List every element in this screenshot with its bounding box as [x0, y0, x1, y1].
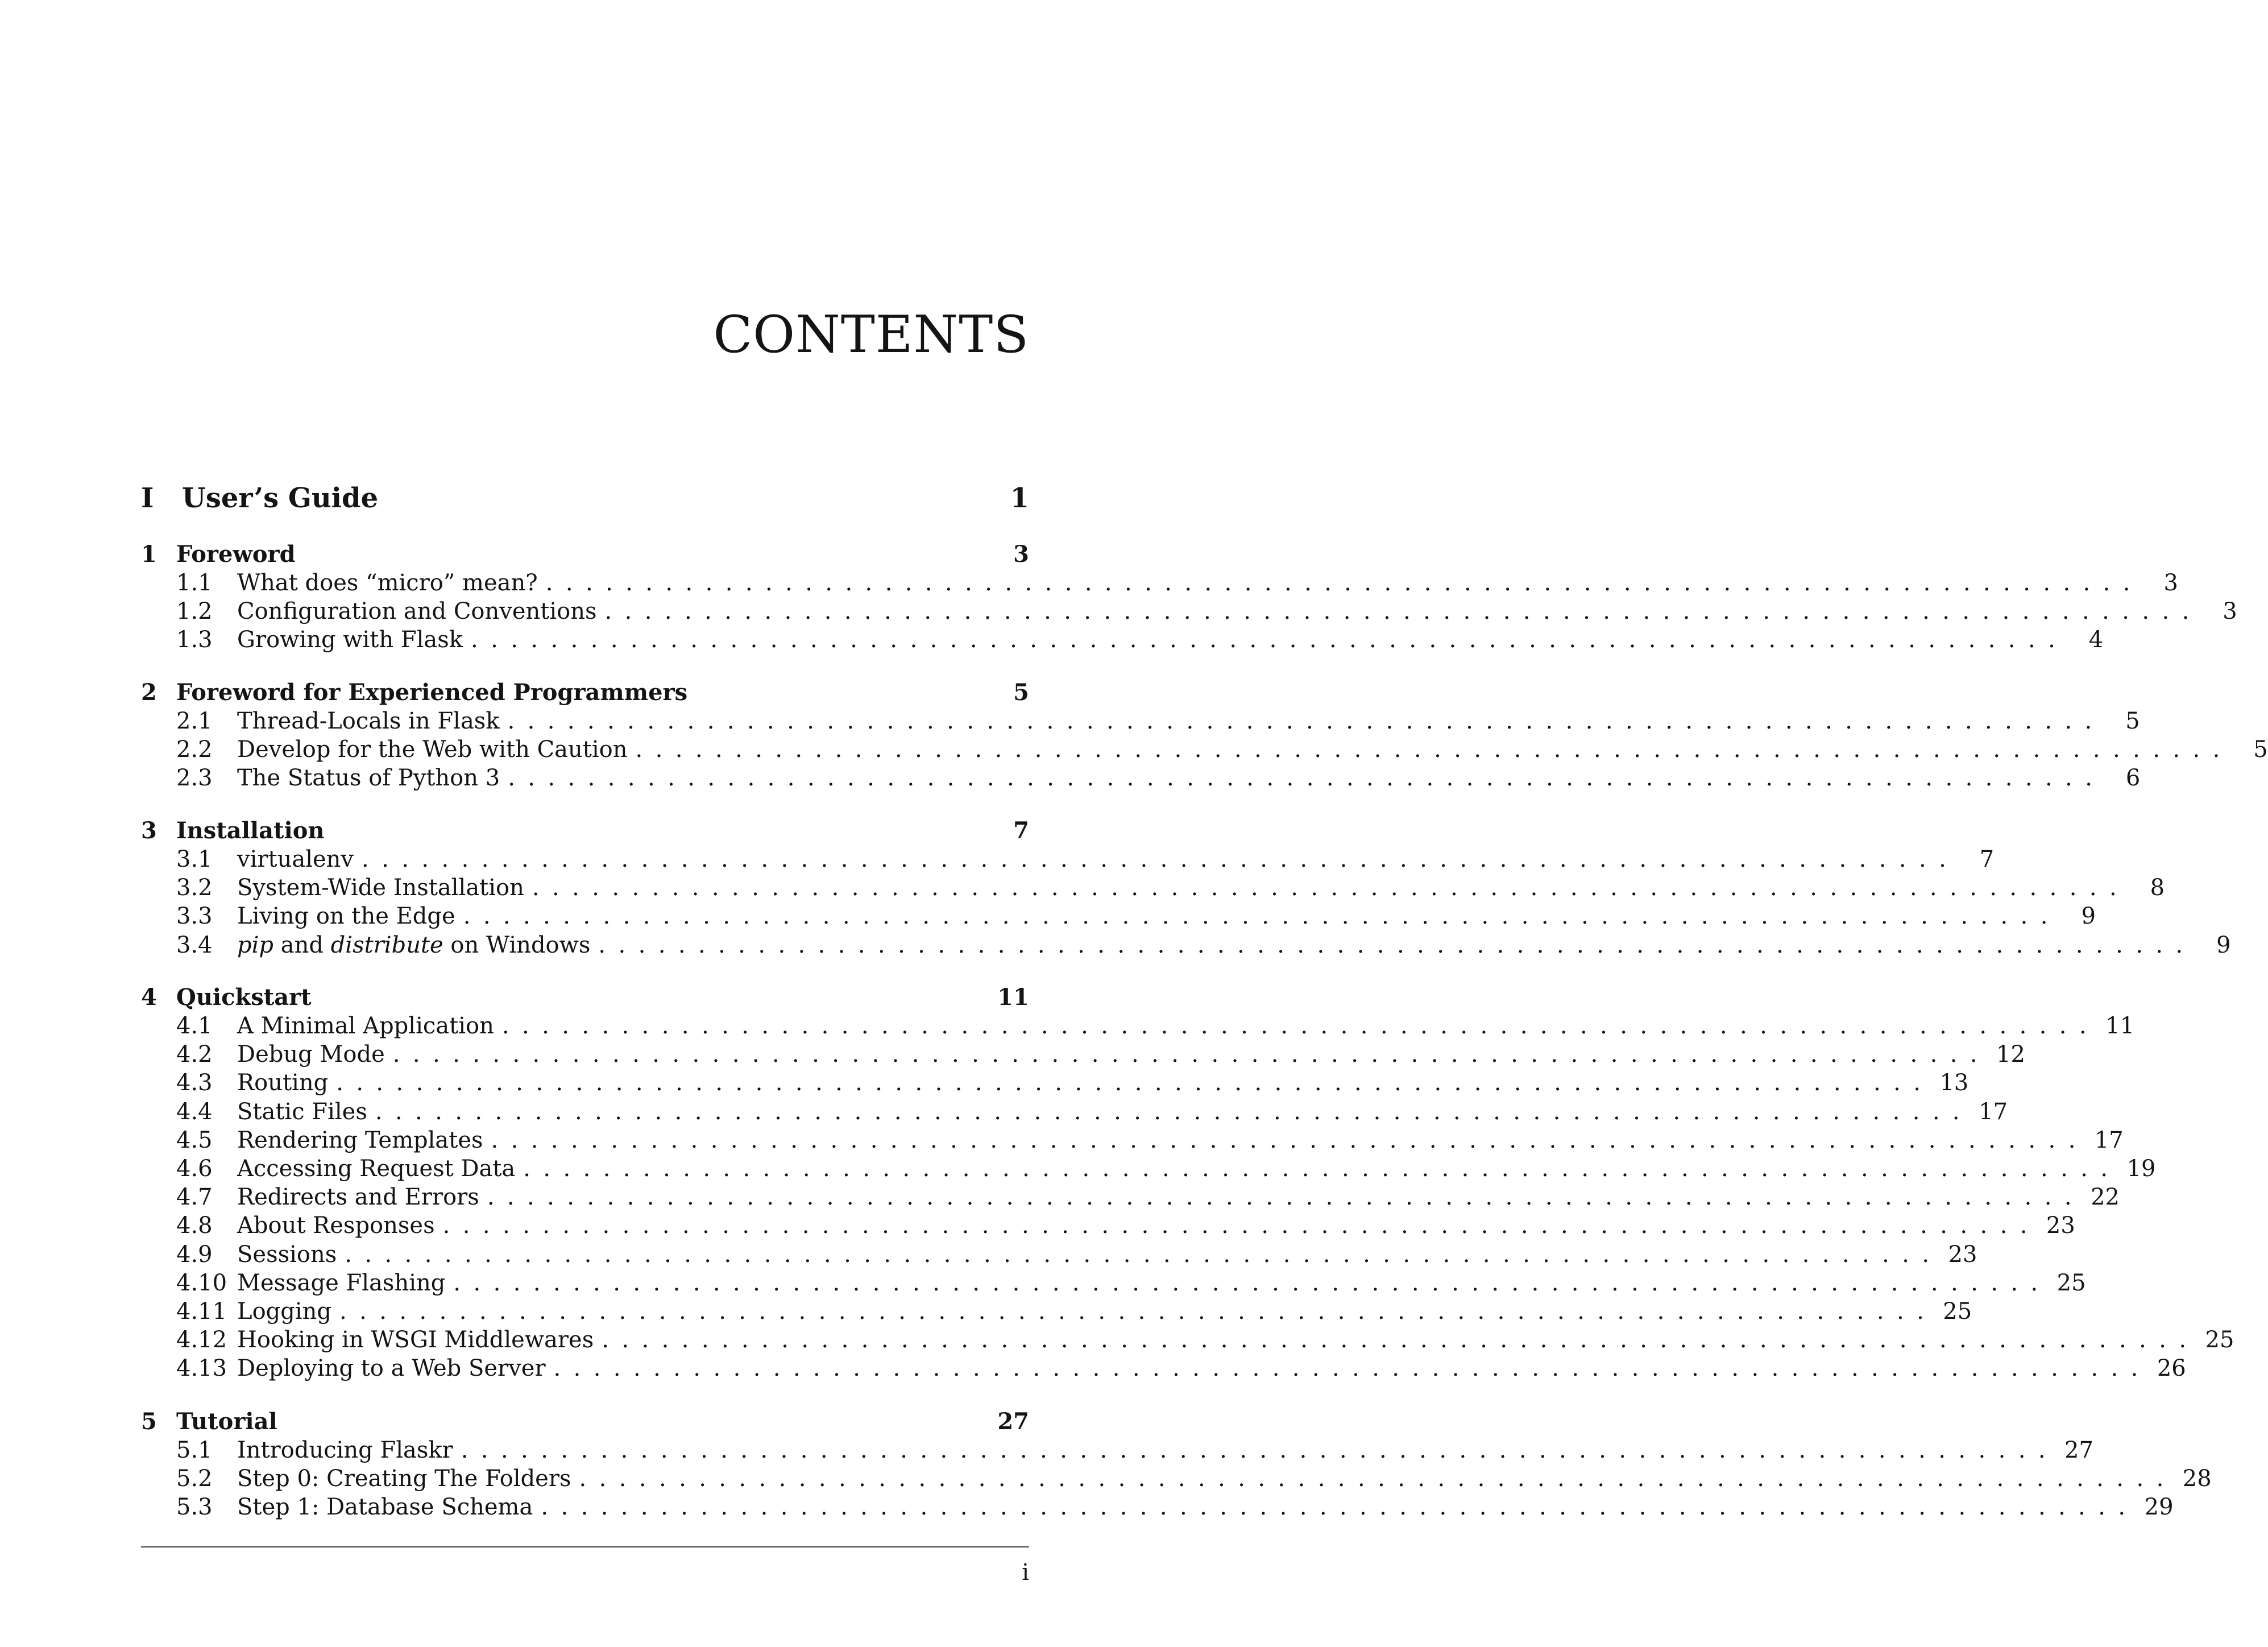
toc-section-entry[interactable] [141, 764, 2141, 792]
section-number: 4.8 [176, 1213, 213, 1239]
dot-leader: ................................................................................ [453, 1269, 2051, 1296]
section-page-number: 9 [2216, 932, 2231, 958]
section-page-number: 11 [2105, 1013, 2135, 1039]
chapter-number: 5 [141, 1408, 157, 1435]
section-title: Introducing Flaskr [237, 1437, 453, 1463]
toc-chapter [141, 983, 2234, 1383]
toc-chapter-entry[interactable] [141, 817, 1029, 845]
section-number: 4.9 [176, 1241, 213, 1268]
section-title: What does “micro” mean? [237, 570, 538, 596]
dot-leader: ................................................................................ [523, 1155, 2121, 1182]
toc-section-entry[interactable] [141, 1354, 2186, 1383]
section-title [237, 931, 598, 959]
section-number: 4.11 [176, 1298, 227, 1325]
section-number: 5.3 [176, 1494, 213, 1521]
dot-leader: ................................................................................ [541, 1494, 2138, 1521]
dot-leader: ................................................................................ [392, 1041, 1990, 1068]
section-page-number: 25 [2056, 1269, 2086, 1296]
section-title: Deploying to a Web Server [237, 1355, 546, 1382]
section-number: 1.2 [176, 598, 213, 625]
section-number: 3.4 [176, 932, 213, 958]
dot-leader: ................................................................................ [579, 1466, 2176, 1492]
section-page-number: 29 [2144, 1494, 2174, 1521]
toc-chapter [141, 540, 2237, 655]
toc-section-entry[interactable] [141, 874, 2165, 902]
dot-leader: ................................................................................ [545, 570, 2143, 596]
part-title: User’s Guide [182, 482, 379, 514]
toc-section-entry[interactable] [141, 902, 2096, 930]
toc-section-entry[interactable] [141, 1269, 2086, 1297]
toc-chapter-entry[interactable] [141, 678, 1029, 707]
section-number: 3.2 [176, 875, 213, 901]
section-page-number: 6 [2125, 765, 2141, 792]
toc-chapter-entry[interactable] [141, 1408, 1029, 1436]
chapter-number: 1 [141, 541, 157, 568]
section-title: Redirects and Errors [237, 1184, 479, 1211]
dot-leader: ................................................................................ [345, 1241, 1942, 1268]
toc-section-entry[interactable] [141, 1040, 2025, 1069]
dot-leader: ................................................................................ [635, 736, 2233, 763]
section-number: 4.2 [176, 1041, 213, 1068]
dot-leader: ................................................................................ [508, 765, 2105, 792]
section-number: 3.3 [176, 903, 213, 930]
dot-leader: ................................................................................ [375, 1098, 1973, 1125]
section-title: Debug Mode [237, 1041, 385, 1068]
toc-section-entry[interactable] [141, 1326, 2234, 1354]
section-page-number: 25 [2205, 1327, 2234, 1354]
section-number: 2.3 [176, 765, 213, 792]
toc-section-entry[interactable] [141, 1464, 2212, 1493]
section-title-italic-part: pip [237, 932, 274, 958]
toc-chapter [141, 1408, 2212, 1522]
chapter-page-number: 3 [1013, 541, 1029, 568]
chapter-title: Tutorial [176, 1408, 277, 1435]
dot-leader: ................................................................................ [471, 627, 2068, 653]
section-title: Living on the Edge [237, 903, 455, 930]
section-page-number: 23 [2046, 1213, 2075, 1239]
dot-leader: ................................................................................ [336, 1070, 1934, 1096]
toc-section-entry[interactable] [141, 1211, 2075, 1240]
page-folio: i [1022, 1559, 1029, 1586]
section-title: Configuration and Conventions [237, 598, 597, 625]
toc-section-entry[interactable] [141, 931, 2231, 959]
section-page-number: 5 [2253, 736, 2268, 763]
chapter-number: 3 [141, 817, 157, 844]
section-number: 4.1 [176, 1013, 213, 1039]
page-title: CONTENTS [713, 305, 1029, 365]
chapter-title: Foreword [176, 541, 296, 568]
section-number: 4.3 [176, 1070, 213, 1096]
footer-rule [141, 1546, 1029, 1547]
section-title: Rendering Templates [237, 1127, 483, 1153]
section-page-number: 7 [1979, 846, 1995, 872]
section-title: Logging [237, 1298, 332, 1325]
section-page-number: 23 [1948, 1241, 1977, 1268]
toc-section-entry[interactable] [141, 1069, 1969, 1097]
toc-section-entry[interactable] [141, 1126, 2124, 1154]
dot-leader: ................................................................................ [507, 708, 2105, 734]
toc-section-entry[interactable] [141, 1297, 1972, 1326]
section-page-number: 17 [1979, 1098, 2008, 1125]
dot-leader: ................................................................................ [442, 1213, 2040, 1239]
section-page-number: 25 [1943, 1298, 1972, 1325]
dot-leader: ................................................................................ [604, 598, 2202, 625]
toc-section-entry[interactable] [141, 1240, 1977, 1269]
dot-leader: ................................................................................ [532, 875, 2130, 901]
section-page-number: 27 [2064, 1437, 2093, 1463]
toc-section-entry[interactable] [141, 1493, 2174, 1521]
dot-leader: ................................................................................ [553, 1355, 2151, 1382]
section-title: Step 1: Database Schema [237, 1494, 533, 1521]
section-number: 4.5 [176, 1127, 213, 1153]
section-title: Routing [237, 1070, 329, 1096]
section-page-number: 13 [1939, 1070, 1969, 1096]
toc-section-entry[interactable] [141, 1098, 2008, 1126]
section-page-number: 26 [2157, 1355, 2186, 1382]
section-title: Develop for the Web with Caution [237, 736, 628, 763]
section-page-number: 3 [2163, 570, 2178, 596]
section-title: Static Files [237, 1098, 367, 1125]
section-page-number: 4 [2088, 627, 2104, 653]
dot-leader: ................................................................................ [487, 1184, 2084, 1211]
section-title: Accessing Request Data [237, 1155, 516, 1182]
toc-section-entry[interactable] [141, 597, 2237, 626]
toc-part-entry[interactable] [141, 482, 1029, 514]
section-title: A Minimal Application [237, 1013, 494, 1039]
chapter-number: 4 [141, 984, 157, 1011]
section-number: 4.6 [176, 1155, 213, 1182]
section-title: System-Wide Installation [237, 875, 524, 901]
toc-chapter-entry[interactable] [141, 983, 1029, 1012]
toc-chapter-entry[interactable] [141, 540, 1029, 569]
section-number: 5.1 [176, 1437, 213, 1463]
section-title: About Responses [237, 1213, 435, 1239]
section-number: 1.1 [176, 570, 213, 596]
toc-section-entry[interactable] [141, 845, 1995, 874]
toc-section-entry[interactable] [141, 707, 2140, 735]
toc-section-entry[interactable] [141, 1183, 2120, 1211]
dot-leader: ................................................................................ [491, 1127, 2088, 1153]
dot-leader: ................................................................................ [463, 903, 2060, 930]
section-number: 2.2 [176, 736, 213, 763]
dot-leader: ................................................................................ [501, 1013, 2100, 1039]
section-page-number: 28 [2182, 1466, 2212, 1492]
dot-leader: ................................................................................ [598, 932, 2196, 958]
section-page-number: 9 [2081, 903, 2096, 930]
dot-leader: ................................................................................ [339, 1298, 1937, 1325]
chapter-page-number: 11 [997, 984, 1029, 1011]
toc-chapter [141, 678, 2268, 793]
toc-chapter [141, 817, 2231, 959]
chapter-title: Quickstart [176, 984, 312, 1011]
section-number: 1.3 [176, 627, 213, 653]
section-title-part: and [273, 932, 331, 958]
section-page-number: 19 [2126, 1155, 2156, 1182]
section-page-number: 22 [2091, 1184, 2120, 1211]
dot-leader: ................................................................................ [461, 1437, 2058, 1463]
section-title: virtualenv [237, 846, 354, 872]
toc-section-entry[interactable] [141, 569, 2178, 597]
section-title: Growing with Flask [237, 627, 463, 653]
section-page-number: 3 [2223, 598, 2237, 625]
part-page-number: 1 [1010, 482, 1029, 514]
section-title: Thread-Locals in Flask [237, 708, 500, 734]
section-number: 4.4 [176, 1098, 213, 1125]
section-title: The Status of Python 3 [237, 765, 500, 792]
toc-section-entry[interactable] [141, 1436, 2093, 1464]
section-number: 3.1 [176, 846, 213, 872]
chapter-page-number: 7 [1013, 817, 1029, 844]
section-page-number: 17 [2094, 1127, 2124, 1153]
chapter-page-number: 27 [997, 1408, 1029, 1435]
section-number: 2.1 [176, 708, 213, 734]
section-title: Step 0: Creating The Folders [237, 1466, 571, 1492]
dot-leader: ................................................................................ [362, 846, 1959, 872]
section-title-part: on Windows [443, 932, 591, 958]
toc-section-entry[interactable] [141, 735, 2268, 764]
section-number: 4.10 [176, 1269, 227, 1296]
chapter-page-number: 5 [1013, 679, 1029, 706]
toc-section-entry[interactable] [141, 1154, 2156, 1183]
section-title: Hooking in WSGI Middlewares [237, 1327, 594, 1354]
chapter-number: 2 [141, 679, 157, 706]
section-title: Sessions [237, 1241, 337, 1268]
section-page-number: 12 [1996, 1041, 2025, 1068]
section-title-italic-part: distribute [330, 932, 443, 958]
dot-leader: ................................................................................ [602, 1327, 2199, 1354]
section-page-number: 8 [2150, 875, 2165, 901]
chapter-title: Installation [176, 817, 325, 844]
toc-section-entry[interactable] [141, 626, 2104, 654]
section-number: 4.13 [176, 1355, 227, 1382]
section-number: 4.7 [176, 1184, 213, 1211]
section-number: 4.12 [176, 1327, 227, 1354]
section-title: Message Flashing [237, 1269, 446, 1296]
chapter-title: Foreword for Experienced Programmers [176, 679, 688, 706]
part-number: I [141, 482, 154, 514]
toc-section-entry[interactable] [141, 1012, 2135, 1040]
section-page-number: 5 [2125, 708, 2140, 734]
section-number: 5.2 [176, 1466, 213, 1492]
